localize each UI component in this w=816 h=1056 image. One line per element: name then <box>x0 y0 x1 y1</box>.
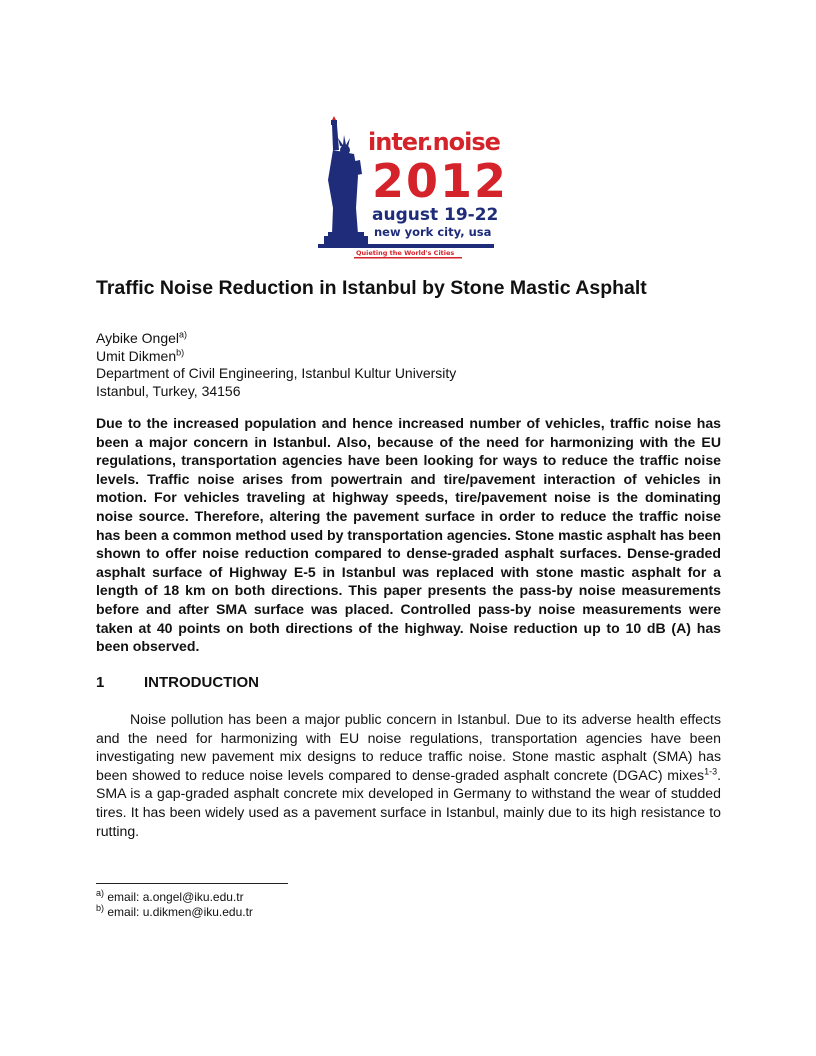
paper-title: Traffic Noise Reduction in Istanbul by Stone Mastic Asphalt <box>96 277 647 299</box>
affiliation: Department of Civil Engineering, Istanbul Kultur University <box>96 365 457 381</box>
author-1-mark: a) <box>179 329 188 340</box>
citation-ref: 1-3 <box>704 766 718 777</box>
author-2-name: Umit Dikmen <box>96 347 177 364</box>
logo-year: 2012 <box>372 154 509 208</box>
footnote-a <box>96 890 253 905</box>
conference-logo <box>318 116 508 262</box>
author-block <box>96 330 736 400</box>
intro-text-part2: . SMA is a gap-graded asphalt concrete mix developed in Germany to withstand the wear of studded tires. It has been widely used as a pavement surface in Istanbul, mainly due to its high resistance to rutting. <box>96 766 721 839</box>
footnote-b-email: email: u.dikmen@iku.edu.tr <box>104 905 253 919</box>
author-2-mark: b) <box>176 346 185 357</box>
address: Istanbul, Turkey, 34156 <box>96 382 241 399</box>
section-number: 1 <box>96 674 105 691</box>
footnote-b-mark: b) <box>96 903 105 913</box>
author-2 <box>96 348 736 366</box>
intro-paragraph <box>96 710 721 840</box>
author-1-name: Aybike Ongel <box>96 330 180 346</box>
footnote-b <box>96 905 253 920</box>
section-title: INTRODUCTION <box>144 674 259 691</box>
footnote-a-mark: a) <box>96 888 105 898</box>
abstract: Due to the increased population and hence increased number of vehicles, traffic noise has been a major concern in Istanbul. Also, because of the need for harmonizing with the EU regulations, transportation agencies have been looking for ways to reduce the traffic noise levels. Traffic noise arises from powertrain and tire/pavement interaction of vehicles in motion. For vehicles traveling at highway speeds, tire/pavement noise is the dominating noise source. Therefore, altering the pavement surface in order to reduce the traffic noise has been a common method used by transportation agencies. Stone mastic asphalt has been shown to offer noise reduction compared to dense-graded asphalt surfaces. Dense-graded asphalt surface of Highway E-5 in Istanbul was replaced with stone mastic asphalt for a length of 18 km on both directions. This paper presents the pass-by noise measurements before and after SMA surface was placed. Controlled pass-by noise measurements were taken at 40 points on both directions of the highway. Noise reduction up to 10 dB (A) has been observed. <box>96 415 721 655</box>
footnotes <box>96 890 253 920</box>
logo-dates: august 19-22 <box>372 205 499 225</box>
author-1 <box>96 330 736 348</box>
section-heading <box>96 674 721 692</box>
logo-location: new york city, usa <box>374 225 492 239</box>
footnote-divider <box>96 883 288 884</box>
logo-inter-noise: inter.noise <box>368 128 500 156</box>
footnote-a-email: email: a.ongel@iku.edu.tr <box>104 890 244 904</box>
logo-tagline: Quieting the World's Cities <box>356 249 455 257</box>
intro-text-part1: Noise pollution has been a major public concern in Istanbul. Due to its adverse health effects and the need for harmonizing with EU noise regulations, transportation agencies have been investigating new pavement mix designs to reduce traffic noise. Stone mastic asphalt (SMA) has been showed to reduce noise levels compared to dense-graded asphalt concrete (DGAC) mixes <box>96 711 721 783</box>
